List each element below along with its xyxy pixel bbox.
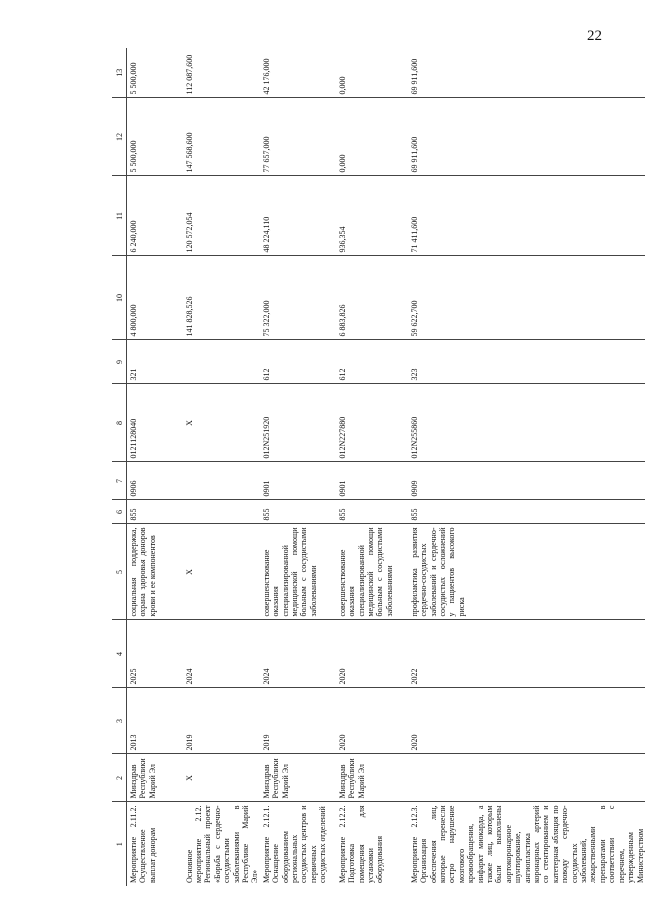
cell-rzpr: 0906 [127,462,183,500]
table-row [336,48,408,886]
col-header: 10 [112,256,127,340]
page-number: 22 [587,28,602,44]
cell-end-year: 2024 [183,620,260,688]
cell-event: Мероприятие 2.12.3. Организация обеспечения лиц, которые перенесли остро нарушение мозгового кровообращения, инфаркт миокарда, а также лиц, которым были выполнены аортокоронарное шунтирование, ангиопластика коронарных артерий со стентированием и катетерная абляция по поводу сердечно-сосудистых заболеваний, лекарственными препаратами в соответствии с перечнем, утвержденным Министерством [408,802,645,886]
cell-end-year: 2020 [336,620,408,688]
cell-amount: 0,000 [337,76,347,95]
cell-result: социальная поддержка, охрана здоровья доноров крови и ее компонентов [127,524,183,620]
cell-amount: 120 572,054 [183,176,260,256]
cell-csr: 012N227880 [336,384,408,462]
cell-amount: 48 224,110 [260,176,336,256]
cell-amount: 59 622,700 [408,256,645,340]
cell-event: Основное мероприятие 2.12. Региональный проект «Борьба с сердечно-сосудистыми заболеваниями в Республике Марий Эл» [183,802,260,886]
table-row [127,48,183,886]
cell-vr: 323 [408,340,645,384]
col-header: 11 [112,176,127,256]
col-header: 1 [112,802,127,886]
col-header: 4 [112,620,127,688]
cell-amount: 42 176,000 [261,58,271,95]
cell-vr: 321 [127,340,183,384]
cell-grbs: 855 [260,500,336,524]
cell-amount: 75 322,000 [260,256,336,340]
col-header: 8 [112,384,127,462]
cell-start-year: 2019 [183,688,260,754]
cell-amount: 5 500,000 [129,62,138,95]
cell-csr: 0121128040 [127,384,183,462]
cell-result: профилактика развития сердечно-сосудистых заболеваний и сердечно-сосудистых осложнений у пациентов высокого риска [408,524,645,620]
cell-amount: 69 911,600 [409,58,419,95]
cell-executor: Минздрав Республики Марий Эл [260,754,336,802]
rotated-table-container [112,48,645,886]
cell-amount: 936,354 [336,176,408,256]
cell-grbs [183,500,260,524]
cell-amount: 77 657,000 [260,98,336,176]
cell-executor: Минздрав Республики Марий Эл [127,754,183,802]
cell-rzpr: 0901 [336,462,408,500]
cell-amount: 71 411,600 [408,176,645,256]
col-header: 3 [112,688,127,754]
cell-csr: X [183,384,260,462]
cell-event: Мероприятие 2.12.1. Оснащение оборудованием региональных сосудистых центров и первичных сосудистых отделений [260,802,336,886]
cell-rzpr [183,462,260,500]
header-row [112,48,127,886]
cell-event: Мероприятие 2.12.2. Подготовка помещения для установки оборудования [336,802,408,886]
cell-amount: 112 087,600 [184,54,194,95]
cell-grbs: 855 [127,500,183,524]
cell-result: X [183,524,260,620]
cell-start-year: 2020 [408,688,645,754]
cell-start-year: 2013 [127,688,183,754]
budget-table [112,48,645,886]
cell-executor [408,754,645,802]
col-header: 13 [112,48,127,98]
cell-rzpr: 0901 [260,462,336,500]
table-row [408,48,645,886]
col-header: 7 [112,462,127,500]
col-header: 9 [112,340,127,384]
cell-event: Мероприятие 2.11.2. Осуществление выплат донорам [127,802,183,886]
cell-amount: 6 240,000 [127,176,183,256]
cell-end-year: 2022 [408,620,645,688]
cell-start-year: 2019 [260,688,336,754]
col-header: 12 [112,98,127,176]
cell-amount: 69 911,600 [408,98,645,176]
cell-end-year: 2024 [260,620,336,688]
cell-vr: 612 [336,340,408,384]
cell-rzpr: 0909 [408,462,645,500]
cell-amount: 0,000 [336,98,408,176]
cell-result: совершенствование оказания специализированной медицинской помощи больным с сосудистыми заболеваниями [260,524,336,620]
cell-amount: 141 828,526 [183,256,260,340]
cell-amount: 5 500,000 [127,98,183,176]
cell-csr: 012N251920 [260,384,336,462]
cell-amount: 4 800,000 [127,256,183,340]
table-row [183,48,260,886]
col-header: 5 [112,524,127,620]
cell-end-year: 2025 [127,620,183,688]
cell-result: совершенствование оказания специализированной медицинской помощи больным с сосудистыми заболеваниями [336,524,408,620]
cell-executor: X [183,754,260,802]
cell-amount: 6 883,826 [336,256,408,340]
cell-grbs: 855 [336,500,408,524]
col-header: 2 [112,754,127,802]
col-header: 6 [112,500,127,524]
table-row [260,48,336,886]
cell-amount: 147 568,600 [183,98,260,176]
cell-start-year: 2020 [336,688,408,754]
cell-executor: Минздрав Республики Марий Эл [336,754,408,802]
cell-vr: 612 [260,340,336,384]
cell-csr: 012N255860 [408,384,645,462]
cell-grbs: 855 [408,500,645,524]
cell-vr [183,340,260,384]
